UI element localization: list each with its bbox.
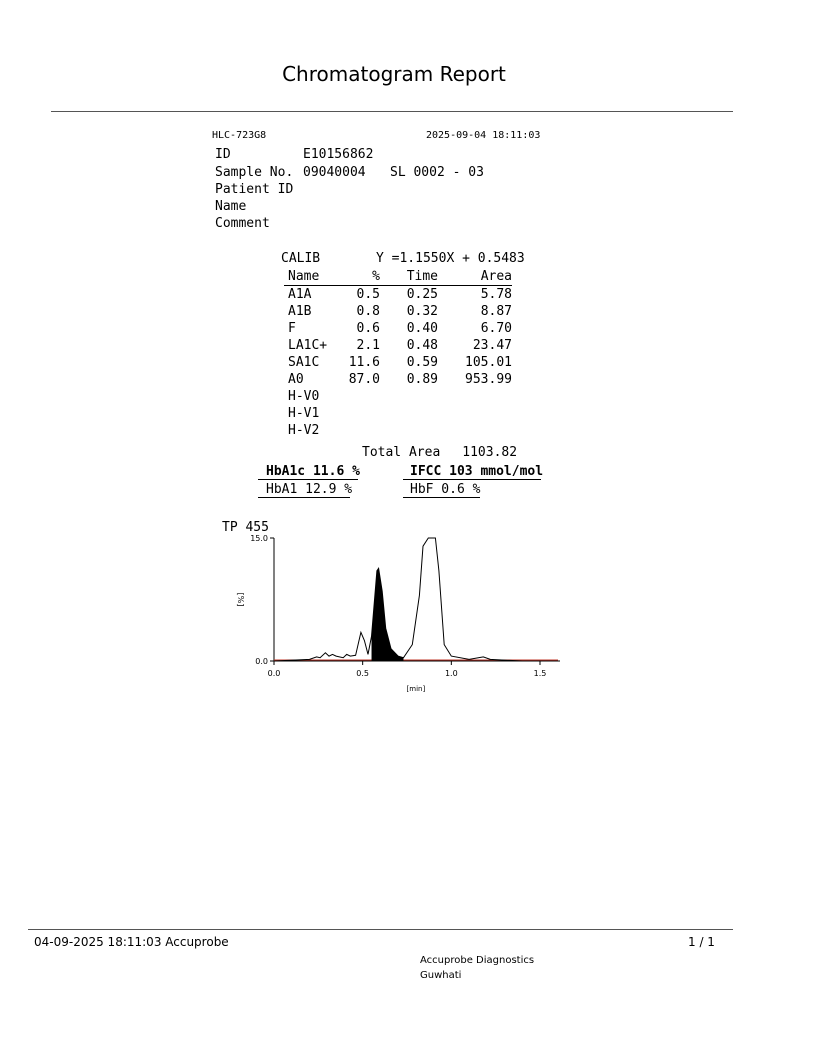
cell-area [438,405,512,422]
results-row [284,388,512,405]
footer-divider [28,929,733,930]
footer-page-number: 1 / 1 [688,935,715,949]
cell-pct: 2.1 [356,338,380,353]
results-header-row [284,268,512,286]
cell-time [380,405,438,422]
x-tick-label: 0.0 [267,669,281,678]
cell-name: SA1C [288,355,320,370]
analyzer-model: HLC-723G8 [212,130,267,141]
ifcc-result: IFCC 103 mmol/mol [410,464,544,479]
info-value: E10156862 [303,147,374,162]
tp-label: TP [222,520,238,535]
info-label: Sample No. [215,165,294,180]
cell-area [438,388,512,405]
cell-name: F [288,321,296,336]
lab-name: Accuprobe Diagnostics [420,955,535,966]
cell-pct [344,388,380,405]
cell-area: 953.99 [465,372,512,387]
col-header-time: Time [380,268,438,286]
cell-area: 6.70 [480,321,512,336]
y-axis-label: [%] [236,592,245,607]
y-tick-label: 0.0 [255,657,268,666]
calibration-equation: Y =1.1550X + 0.5483 [376,251,525,266]
results-row [284,320,512,337]
chromatogram-trace [274,538,522,661]
hba1-underline [258,497,350,498]
cell-pct: 11.6 [348,355,380,370]
hbf-result: HbF 0.6 % [410,482,481,497]
x-tick-label: 1.0 [444,669,458,678]
cell-pct: 0.8 [356,304,380,319]
hbf-underline [403,497,480,498]
cell-area: 105.01 [465,355,512,370]
tp-value: 455 [245,520,269,535]
info-row-sample-no [215,165,484,180]
col-header-name: Name [284,268,344,286]
results-row [284,422,512,439]
info-label: Comment [215,216,270,231]
info-value: 09040004 [303,165,366,180]
footer-print-info: 04-09-2025 18:11:03 Accuprobe [34,935,229,949]
cell-name: H-V0 [288,389,320,404]
cell-area [438,422,512,439]
chromatogram-chart [236,528,570,698]
hba1-result: HbA1 12.9 % [266,482,353,497]
cell-name: A1A [288,287,312,302]
cell-name: LA1C+ [288,338,328,353]
cell-time: 0.32 [406,304,438,319]
y-tick-label: 15.0 [250,534,268,543]
cell-pct [344,405,380,422]
report-title: Chromatogram Report [282,62,506,86]
col-header-area: Area [438,268,512,286]
info-row-comment [215,216,270,231]
cell-time: 0.25 [406,287,438,302]
cell-area: 8.87 [480,304,512,319]
results-row [284,371,512,388]
hba1c-underline [258,479,358,480]
cell-time: 0.59 [406,355,438,370]
top-divider [51,111,733,112]
cell-name: H-V1 [288,406,320,421]
results-row [284,286,512,304]
results-row [284,303,512,320]
info-label: ID [215,147,231,162]
info-row-patient-id [215,182,293,197]
results-row [284,337,512,354]
analysis-timestamp: 2025-09-04 18:11:03 [426,130,541,141]
results-table [284,268,512,439]
cell-name: A1B [288,304,312,319]
cell-time [380,422,438,439]
hba1c-result: HbA1c 11.6 % [266,464,360,479]
cell-pct [344,422,380,439]
total-area-value: 1103.82 [462,445,518,460]
info-row-id [215,147,374,162]
cell-name: H-V2 [288,423,320,438]
info-extra: SL 0002 - 03 [390,165,484,180]
cell-pct: 87.0 [348,372,380,387]
cell-pct: 0.5 [356,287,380,302]
col-header-pct: % [344,268,380,286]
cell-time: 0.40 [406,321,438,336]
info-row-name [215,199,246,214]
results-row [284,405,512,422]
cell-name: A0 [288,372,304,387]
info-label: Patient ID [215,182,294,197]
total-area-label: Total Area [362,445,441,460]
results-row [284,354,512,371]
x-tick-label: 0.5 [356,669,370,678]
cell-pct: 0.6 [356,321,380,336]
cell-area: 23.47 [472,338,512,353]
x-axis-label: [min] [406,685,426,693]
info-label: Name [215,199,247,214]
cell-time: 0.48 [406,338,438,353]
x-tick-label: 1.5 [533,669,547,678]
lab-city: Guwhati [420,970,462,981]
calibration-label: CALIB [281,251,321,266]
cell-time: 0.89 [406,372,438,387]
cell-area: 5.78 [480,287,512,302]
ifcc-underline [403,479,541,480]
cell-time [380,388,438,405]
total-area [362,445,517,460]
